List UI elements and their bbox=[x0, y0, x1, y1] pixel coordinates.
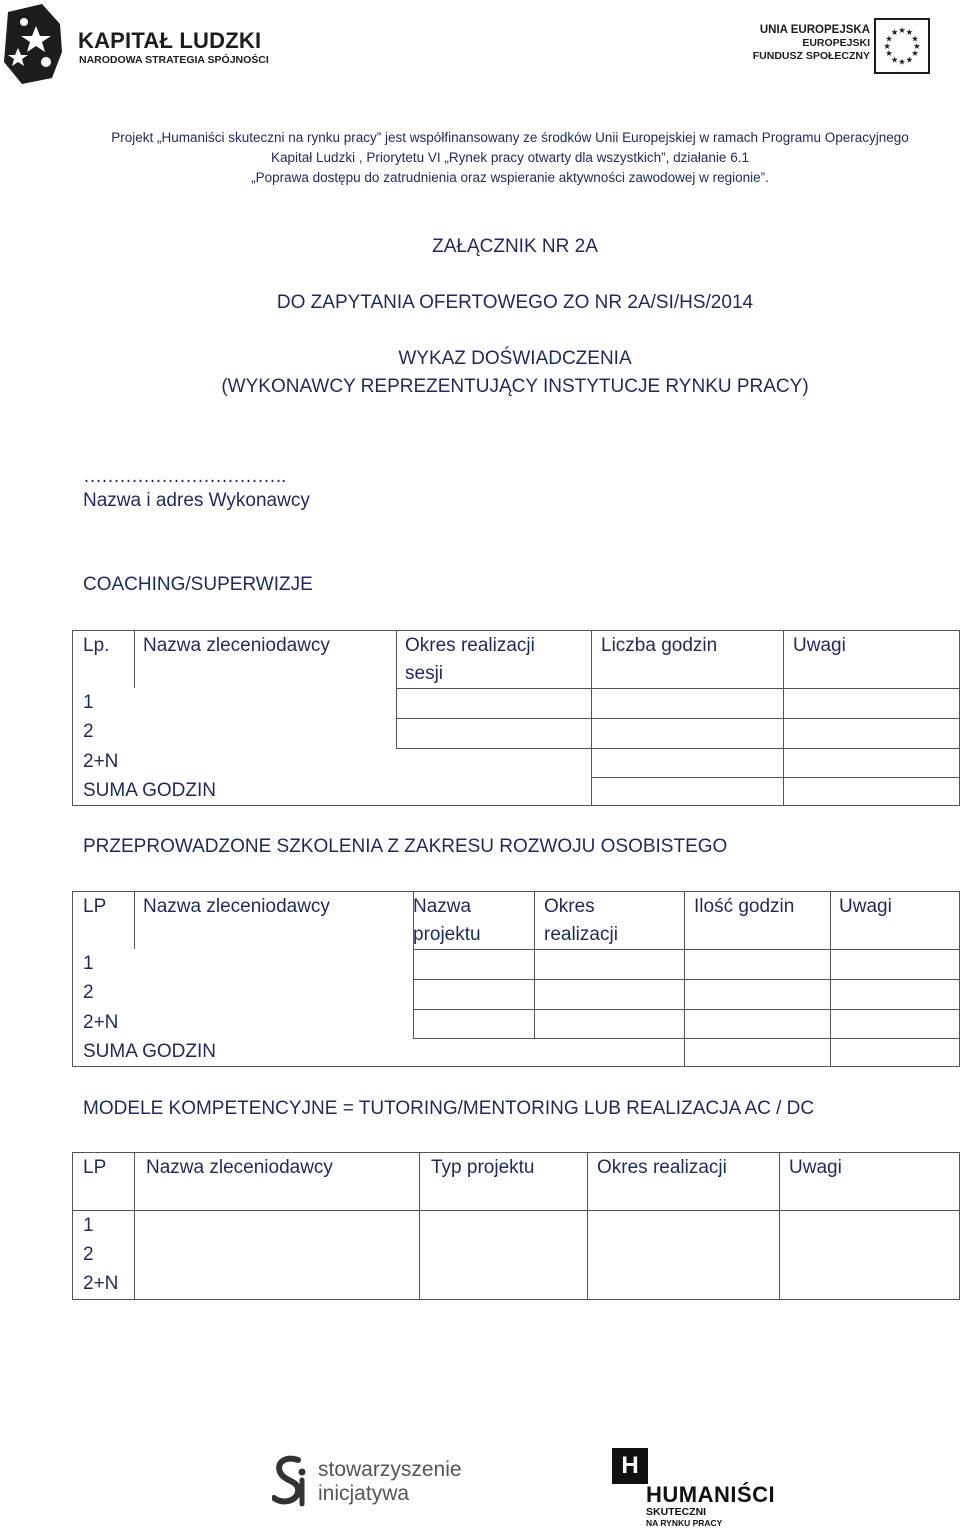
col-header-period: Okres realizacji bbox=[597, 1157, 727, 1178]
project-notice bbox=[60, 128, 960, 188]
col-header-lp: Lp. bbox=[83, 635, 110, 656]
row-label: 1 bbox=[83, 1215, 94, 1236]
svg-text:★: ★ bbox=[885, 33, 893, 44]
section-competency-heading: MODELE KOMPETENCYJNE = TUTORING/MENTORING LUB REALIZACJA AC / DC bbox=[83, 1098, 815, 1119]
col-header-project: Nazwa bbox=[413, 896, 472, 917]
svg-text:★: ★ bbox=[905, 54, 914, 65]
eu-line-3: FUNDUSZ SPOŁECZNY bbox=[752, 50, 870, 62]
contractor-blank: ……………………………. bbox=[83, 466, 286, 487]
humanisci-logo bbox=[608, 1448, 788, 1528]
svg-text:★: ★ bbox=[898, 25, 906, 35]
col-header-period-2: realizacji bbox=[544, 924, 618, 945]
kapital-ludzki-emblem-icon bbox=[2, 4, 64, 84]
eu-fund-logo bbox=[740, 14, 960, 76]
eu-flag-icon bbox=[874, 18, 930, 74]
svg-text:★: ★ bbox=[913, 40, 921, 51]
stowarzyszenie-inicjatywa-logo bbox=[272, 1452, 472, 1512]
col-header-project-2: projektu bbox=[413, 924, 481, 945]
row-label: 2+N bbox=[83, 1273, 119, 1294]
si-line-1: stowarzyszenie bbox=[318, 1458, 462, 1481]
col-header-client: Nazwa zleceniodawcy bbox=[146, 1157, 333, 1178]
kapital-ludzki-subtitle: NARODOWA STRATEGIA SPÓJNOŚCI bbox=[79, 54, 269, 66]
humanisci-line-1: SKUTECZNI bbox=[646, 1506, 707, 1518]
eu-line-1: UNIA EUROPEJSKA bbox=[759, 24, 870, 36]
humanisci-h-icon: H bbox=[612, 1448, 648, 1484]
si-monogram-icon bbox=[272, 1454, 308, 1508]
kapital-ludzki-title: KAPITAŁ LUDZKI bbox=[78, 28, 262, 53]
svg-text:★: ★ bbox=[883, 40, 891, 51]
si-text bbox=[318, 1458, 462, 1506]
contractor-label: Nazwa i adres Wykonawcy bbox=[83, 490, 310, 511]
eu-fund-text bbox=[753, 24, 870, 63]
row-label: 2 bbox=[83, 721, 94, 742]
humanisci-line-2: NA RYNKU PRACY bbox=[646, 1518, 723, 1528]
competency-table bbox=[72, 1152, 960, 1300]
annex-title: ZAŁĄCZNIK NR 2A bbox=[432, 236, 598, 257]
col-header-lp: LP bbox=[83, 896, 107, 917]
col-header-period: Okres bbox=[544, 896, 595, 917]
col-header-hours: Liczba godzin bbox=[601, 635, 718, 656]
list-subtitle: (WYKONAWCY REPREZENTUJĄCY INSTYTUCJE RYNKU PRACY) bbox=[221, 376, 809, 397]
row-label: 2 bbox=[83, 1244, 94, 1265]
col-header-hours: Ilość godzin bbox=[694, 896, 795, 917]
col-header-type: Typ projektu bbox=[431, 1157, 535, 1178]
svg-text:★: ★ bbox=[890, 26, 899, 37]
col-header-notes: Uwagi bbox=[789, 1157, 842, 1178]
svg-text:★: ★ bbox=[898, 56, 906, 67]
si-line-2: inicjatywa bbox=[318, 1482, 410, 1505]
row-label: 1 bbox=[83, 692, 94, 713]
total-label: SUMA GODZIN bbox=[83, 780, 217, 801]
notice-line-2: Kapitał Ludzki , Priorytetu VI „Rynek pracy otwarty dla wszystkich”, działanie 6.1 bbox=[271, 150, 749, 165]
humanisci-title: HUMANIŚCI bbox=[646, 1482, 776, 1507]
list-title: WYKAZ DOŚWIADCZENIA bbox=[398, 348, 632, 369]
row-label: 2+N bbox=[83, 1012, 119, 1033]
row-label: 1 bbox=[83, 953, 94, 974]
svg-text:★: ★ bbox=[911, 33, 919, 44]
total-label: SUMA GODZIN bbox=[83, 1041, 217, 1062]
coaching-table bbox=[72, 630, 960, 806]
notice-line-1: Projekt „Humaniści skuteczni na rynku pracy” jest współfinansowany ze środków Unii Europejskiej w ramach Programu Operacyjnego bbox=[111, 130, 909, 145]
row-label: 2+N bbox=[83, 751, 119, 772]
col-header-notes: Uwagi bbox=[793, 635, 846, 656]
svg-text:★: ★ bbox=[890, 54, 899, 65]
row-label: 2 bbox=[83, 982, 94, 1003]
svg-text:★: ★ bbox=[911, 48, 919, 59]
col-header-period: Okres realizacji bbox=[405, 635, 535, 656]
col-header-client: Nazwa zleceniodawcy bbox=[143, 635, 330, 656]
eu-line-2: EUROPEJSKI bbox=[802, 37, 870, 49]
col-header-notes: Uwagi bbox=[839, 896, 892, 917]
section-training-heading: PRZEPROWADZONE SZKOLENIA Z ZAKRESU ROZWOJU OSOBISTEGO bbox=[83, 836, 728, 857]
svg-text:★: ★ bbox=[885, 48, 893, 59]
col-header-client: Nazwa zleceniodawcy bbox=[143, 896, 330, 917]
svg-text:★: ★ bbox=[905, 26, 914, 37]
col-header-lp: LP bbox=[83, 1157, 107, 1178]
training-table bbox=[72, 891, 960, 1067]
kapital-ludzki-logo bbox=[0, 0, 270, 88]
section-coaching-heading: COACHING/SUPERWIZJE bbox=[83, 574, 313, 595]
notice-line-3: „Poprawa dostępu do zatrudnienia oraz wspieranie aktywności zawodowej w regionie”. bbox=[251, 170, 769, 185]
query-reference: DO ZAPYTANIA OFERTOWEGO ZO NR 2A/SI/HS/2014 bbox=[276, 292, 754, 313]
col-header-period-2: sesji bbox=[405, 663, 444, 684]
